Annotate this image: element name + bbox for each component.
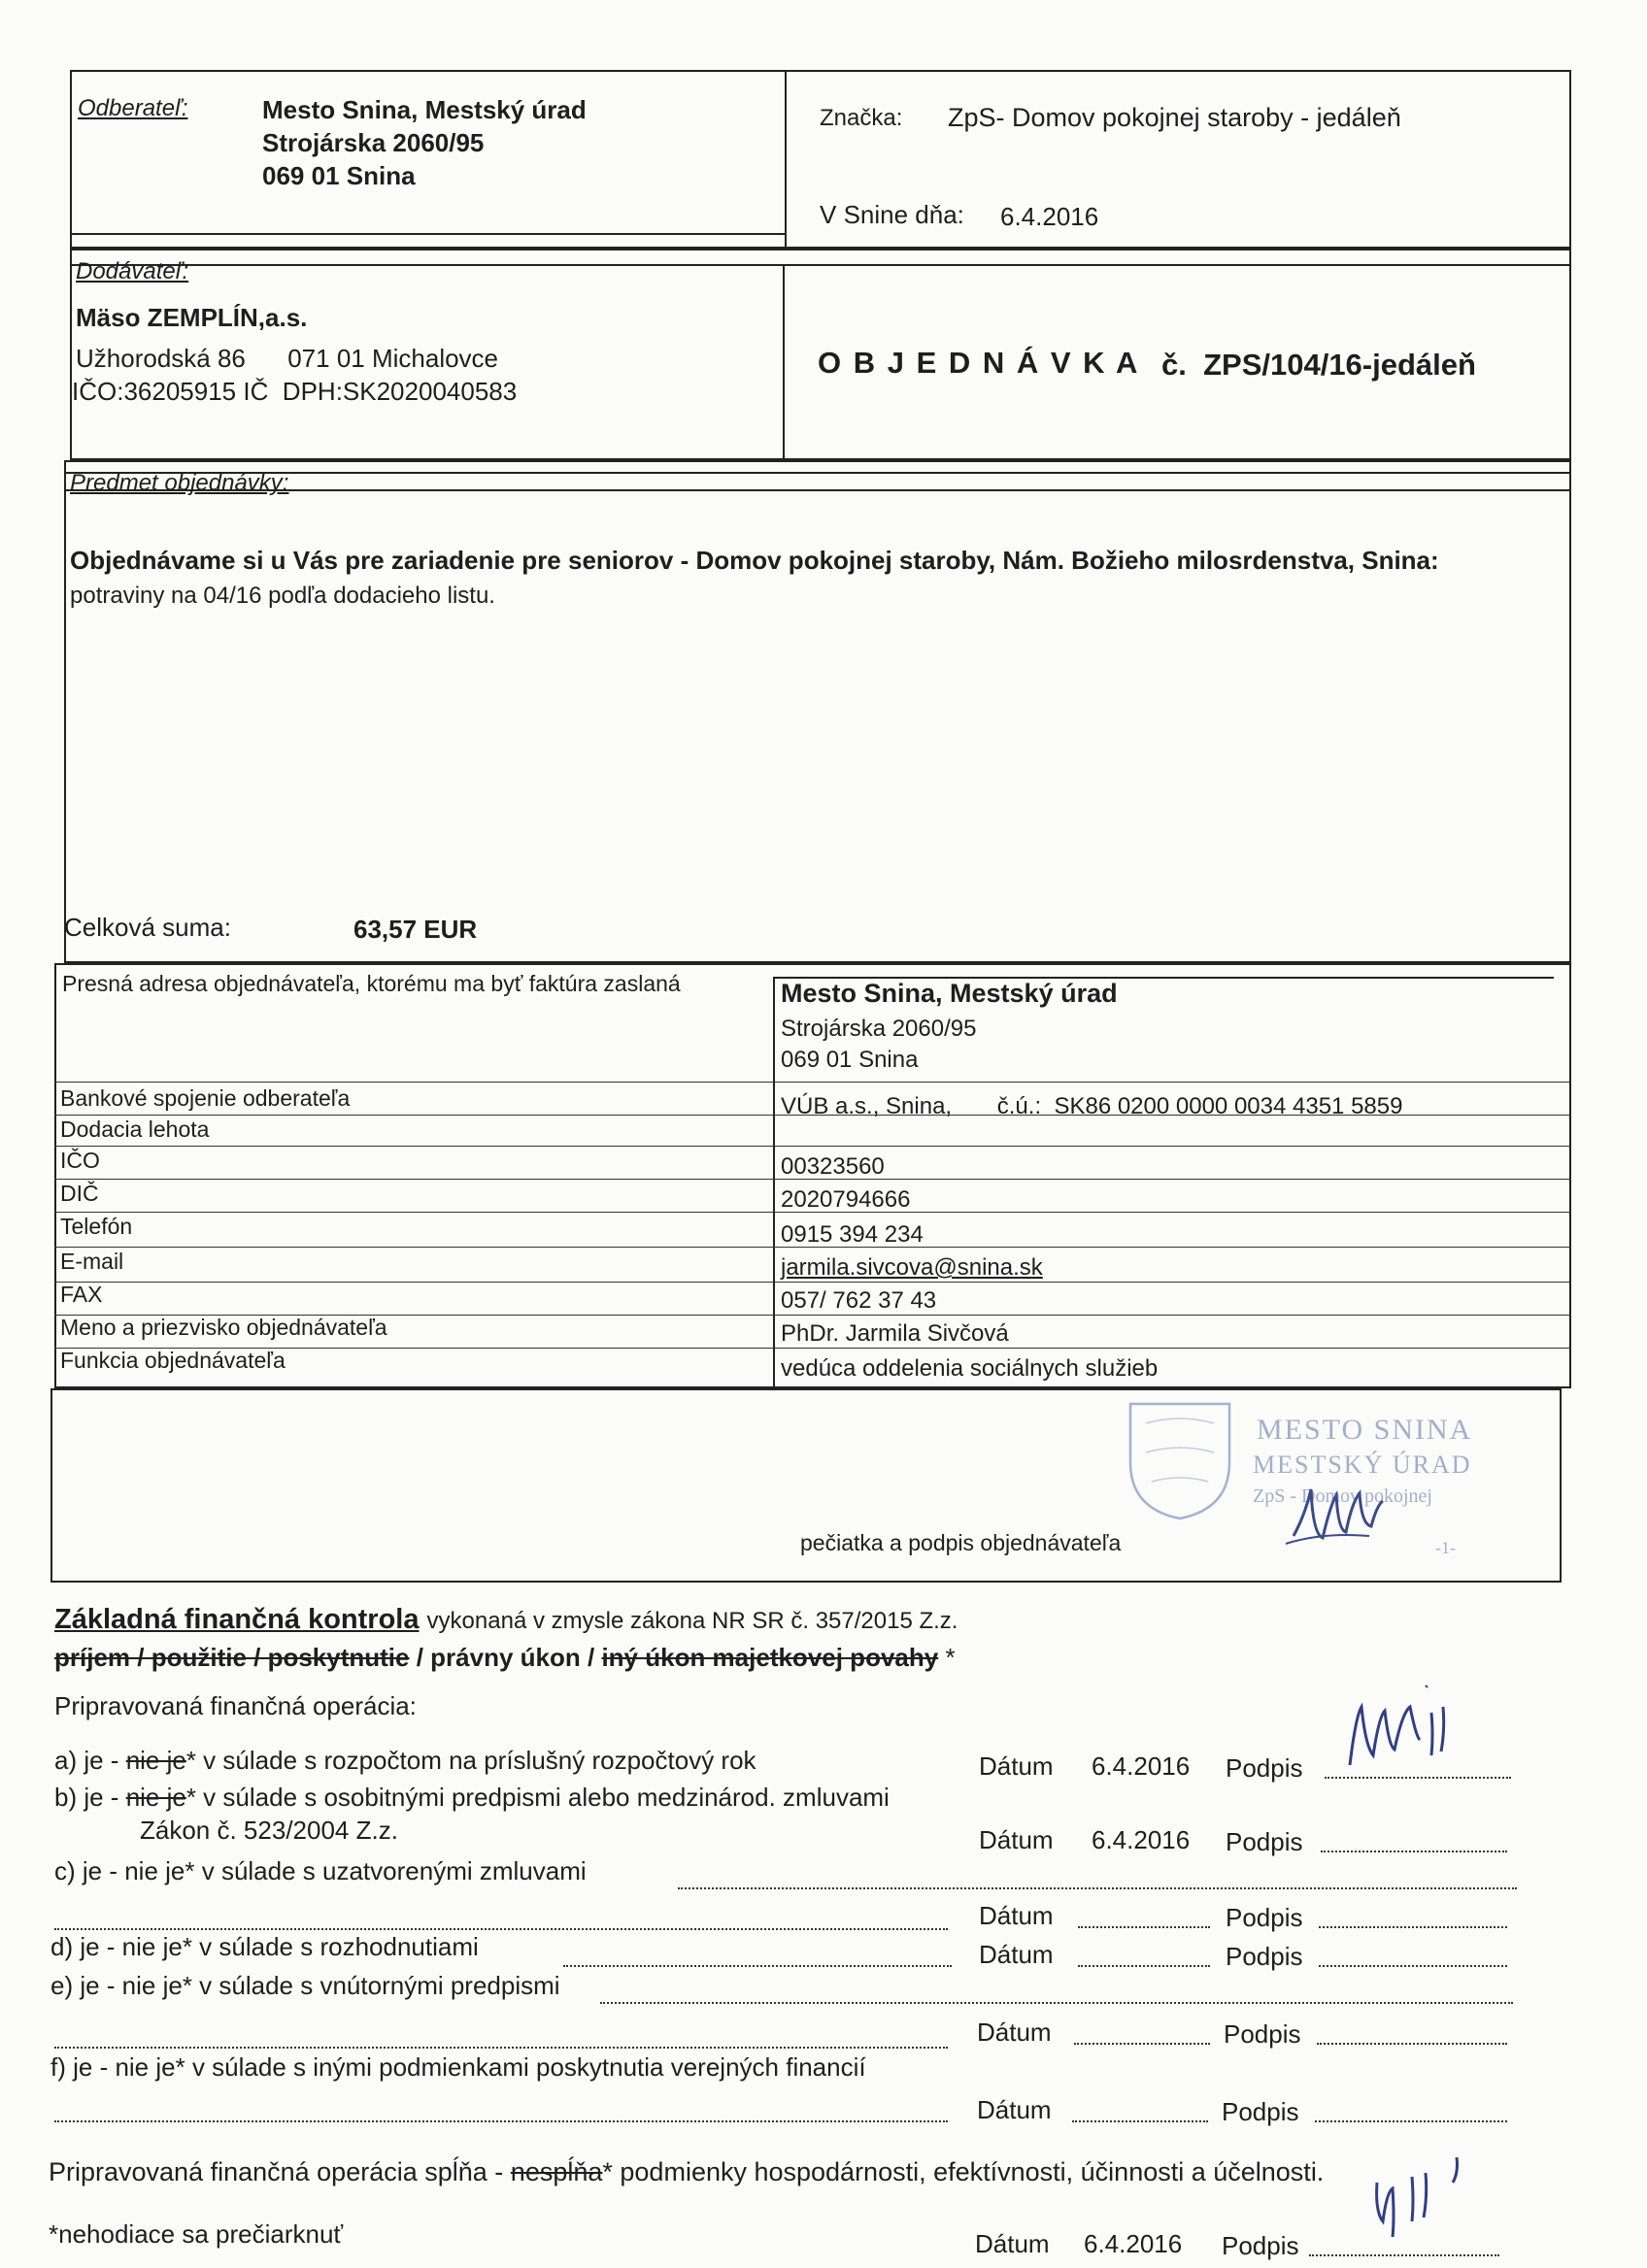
dodavatel-name: Mäso ZEMPLÍN,a.s. (76, 303, 308, 332)
dodavatel-label: Dodávateľ: (76, 258, 189, 284)
stamp-text-1: MESTO SNINA (1257, 1414, 1473, 1446)
datum-a-label: Dátum (979, 1751, 1054, 1781)
row-line (54, 1082, 1571, 1083)
control-title-line (54, 1604, 958, 1636)
control-title: Základná finančná kontrola (54, 1604, 420, 1635)
detail-value-email: jarmila.sivcova@snina.sk (781, 1254, 1043, 1281)
podpis-b-line (1321, 1851, 1507, 1852)
datum-a-value: 6.4.2016 (1092, 1751, 1191, 1781)
podpis-e-label: Podpis (1224, 2019, 1301, 2049)
detail-value-funkcia: vedúca oddelenia sociálnych služieb (781, 1355, 1159, 1382)
invoice-name: Mesto Snina, Mestský úrad (781, 979, 1118, 1008)
control-b-law: Zákon č. 523/2004 Z.z. (140, 1816, 398, 1845)
stamp-text-3: ZpS - Domov pokojnej (1253, 1485, 1432, 1507)
detail-value-bank: VÚB a.s., Snina, č.ú.: SK86 0200 0000 0034 4351 5859 (781, 1093, 1403, 1119)
order-number: č. ZPS/104/16-jedáleň (1161, 348, 1476, 382)
detail-label-dic: DIČ (60, 1181, 99, 1206)
control-b-post: * v súlade s osobitnými predpismi alebo medzinárod. zmluvami (185, 1783, 890, 1812)
odberatel-street: Strojárska 2060/95 (262, 128, 485, 157)
datum-f-line (1072, 2120, 1208, 2122)
stamp-text-2: MESTSKÝ ÚRAD (1253, 1451, 1472, 1479)
detail-value-dic: 2020794666 (781, 1186, 911, 1213)
row-line (54, 1247, 1571, 1248)
control-b (54, 1783, 890, 1813)
control-final-pre: Pripravovaná finančná operácia spĺňa - (49, 2157, 511, 2186)
row-line (54, 1179, 1571, 1180)
odberatel-label: Odberateľ: (78, 95, 188, 121)
control-a-strike: nie je (125, 1746, 186, 1775)
control-e: e) je - nie je* v súlade s vnútornými predpismi (50, 1971, 560, 2000)
row-line (54, 1115, 1571, 1116)
control-end: * (938, 1643, 956, 1672)
details-divider (773, 977, 775, 1388)
control-e-line (600, 2002, 1513, 2004)
detail-label-ico: IČO (60, 1148, 100, 1173)
datum-f-label: Dátum (977, 2095, 1052, 2124)
stamp-seal-icon (1123, 1394, 1237, 1522)
total-value: 63,57 EUR (353, 915, 478, 944)
total-label: Celková suma: (64, 913, 231, 942)
detail-value-ico: 00323560 (781, 1153, 885, 1180)
row-line (54, 1282, 1571, 1283)
podpis-b-label: Podpis (1226, 1827, 1303, 1856)
podpis-a-line (1325, 1777, 1511, 1779)
detail-value-fax: 057/ 762 37 43 (781, 1287, 937, 1314)
datum-c-line (1078, 1926, 1210, 1928)
odberatel-name: Mesto Snina, Mestský úrad (262, 95, 587, 124)
control-b-pre: b) je - (54, 1783, 126, 1812)
control-struck-2: iný úkon majetkovej povahy (601, 1643, 939, 1672)
signature-a-icon (1338, 1678, 1455, 1775)
control-a-pre: a) je - (54, 1746, 126, 1775)
datum-b-value: 6.4.2016 (1092, 1825, 1191, 1854)
detail-value-meno: PhDr. Jarmila Sivčová (781, 1320, 1009, 1347)
control-c-line2 (54, 1928, 948, 1930)
datum-e-line (1074, 2043, 1210, 2045)
detail-label-fax: FAX (60, 1282, 103, 1307)
signature-icon (1284, 1476, 1391, 1553)
control-c: c) je - nie je* v súlade s uzatvorenými zmluvami (54, 1856, 587, 1885)
podpis-d-line (1319, 1965, 1507, 1967)
detail-value-telefon: 0915 394 234 (781, 1221, 924, 1248)
control-line2 (54, 1643, 956, 1673)
row-line (54, 1212, 1571, 1213)
control-d-line (563, 1965, 952, 1967)
odberatel-city: 069 01 Snina (262, 161, 416, 190)
podpis-c-label: Podpis (1226, 1903, 1303, 1932)
predmet-line2: potraviny na 04/16 podľa dodacieho listu. (70, 583, 495, 609)
znacka-label: Značka: (820, 105, 903, 131)
datum-c-label: Dátum (979, 1901, 1054, 1930)
podpis-c-line (1319, 1926, 1507, 1928)
row-line (54, 1146, 1571, 1147)
dodavatel-ids: IČO:36205915 IČ DPH:SK2020040583 (72, 377, 518, 406)
dodavatel-address: Užhorodská 86 071 01 Michalovce (76, 344, 499, 373)
invoice-label: Presná adresa objednávateľa, ktorému ma byť faktúra zaslaná (62, 971, 681, 996)
control-c-line (678, 1887, 1517, 1889)
datum-d-line (1078, 1965, 1210, 1967)
control-mid: / právny úkon / (409, 1643, 602, 1672)
invoice-city: 069 01 Snina (781, 1047, 919, 1073)
header-bottom-line (70, 233, 785, 235)
podpis-a-label: Podpis (1226, 1753, 1303, 1783)
control-struck-1: príjem / použitie / poskytnutie (54, 1643, 410, 1672)
podpis-final-label: Podpis (1222, 2231, 1299, 2260)
date-value: 6.4.2016 (1000, 202, 1099, 231)
control-final-strike: nespĺňa (510, 2157, 603, 2186)
stamp-text-4: -1- (1435, 1538, 1456, 1557)
stamp-caption: pečiatka a podpis objednávateľa (800, 1530, 1122, 1555)
datum-final-value: 6.4.2016 (1084, 2229, 1183, 2258)
predmet-box (64, 460, 1571, 963)
control-d: d) je - nie je* v súlade s rozhodnutiami (50, 1932, 479, 1961)
detail-label-telefon: Telefón (60, 1214, 133, 1239)
datum-e-label: Dátum (977, 2018, 1052, 2047)
datum-b-label: Dátum (979, 1825, 1054, 1854)
date-label: V Snine dňa: (820, 200, 964, 229)
detail-label-email: E-mail (60, 1249, 124, 1274)
detail-label-funkcia: Funkcia objednávateľa (60, 1348, 286, 1373)
znacka-value: ZpS- Domov pokojnej staroby - jedáleň (948, 103, 1401, 132)
control-a-post: * v súlade s rozpočtom na príslušný rozpočtový rok (185, 1746, 756, 1775)
footnote: *nehodiace sa prečiarknuť (49, 2219, 344, 2249)
control-final-post: * podmienky hospodárnosti, efektívnosti, účinnosti a účelnosti. (602, 2157, 1325, 2186)
control-b-strike: nie je (125, 1783, 186, 1812)
control-e-line2 (54, 2047, 948, 2049)
invoice-street: Strojárska 2060/95 (781, 1016, 977, 1042)
predmet-top-line (64, 472, 1571, 474)
order-title: O B J E D N Á V K A (818, 346, 1140, 380)
header-divider (785, 70, 787, 249)
control-prep: Pripravovaná finančná operácia: (54, 1691, 417, 1720)
podpis-final-line (1309, 2254, 1499, 2256)
podpis-f-line (1315, 2120, 1507, 2122)
predmet-label: Predmet objednávky: (70, 470, 289, 496)
detail-label-meno: Meno a priezvisko objednávateľa (60, 1315, 387, 1340)
podpis-e-line (1317, 2043, 1507, 2045)
control-a (54, 1746, 756, 1776)
control-f-line (54, 2120, 948, 2122)
control-title-rest: vykonaná v zmysle zákona NR SR č. 357/2015 Z.z. (426, 1608, 958, 1634)
predmet-line1: Objednávame si u Vás pre zariadenie pre seniorov - Domov pokojnej staroby, Nám. Božieho milosrdenstva, Snina: (70, 546, 1439, 575)
signature-final-icon (1363, 2153, 1470, 2241)
control-f: f) je - nie je* v súlade s inými podmienkami poskytnutia verejných financií (50, 2052, 866, 2082)
control-final (49, 2157, 1324, 2187)
predmet-label-line (64, 489, 1571, 491)
datum-d-label: Dátum (979, 1940, 1054, 1969)
detail-label-lehota: Dodacia lehota (60, 1117, 210, 1142)
supplier-top-line (70, 264, 1571, 266)
supplier-divider (783, 264, 785, 460)
detail-label-bank: Bankové spojenie odberateľa (60, 1085, 351, 1111)
podpis-f-label: Podpis (1222, 2097, 1299, 2126)
podpis-d-label: Podpis (1226, 1942, 1303, 1971)
datum-final-label: Dátum (975, 2229, 1050, 2258)
